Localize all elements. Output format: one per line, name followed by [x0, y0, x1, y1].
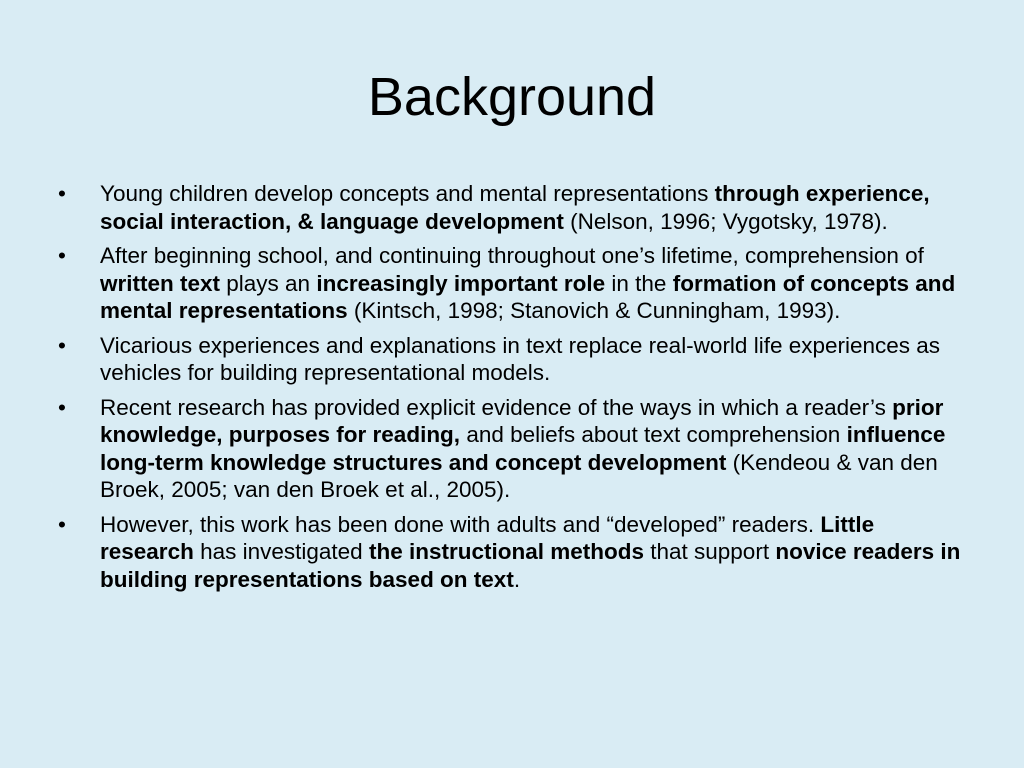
- bullet-text-bold: the instructional methods: [368, 539, 644, 564]
- bullet-text-bold: influence long-term knowledge structures and concept development: [100, 422, 946, 475]
- bullet-text-bold: through experience, social interaction, & language development: [100, 181, 930, 234]
- bullet-text: (Kintsch, 1998; Stanovich & Cunningham, 1993).: [347, 298, 841, 323]
- bullet-marker: •: [58, 332, 66, 358]
- bullet-text-bold: increasingly important role: [316, 270, 606, 296]
- bullet-text: (Kendeou & van den Broek, 2005; van den Broek et al., 2005).: [100, 449, 938, 502]
- bullet-item: [58, 180, 963, 235]
- bullet-item: [58, 242, 963, 325]
- bullet-marker: •: [58, 394, 66, 420]
- bullet-text: that support: [643, 539, 776, 564]
- bullet-text: in the: [605, 270, 673, 296]
- bullet-text-bold: Little research: [100, 511, 875, 564]
- bullet-text: However, this work has been done with adults and “developed” readers.: [100, 511, 821, 537]
- bullet-text: and beliefs about text comprehension: [460, 422, 847, 447]
- bullet-text: Young children develop concepts and mental representations: [100, 181, 715, 206]
- bullet-text: After beginning school, and continuing throughout one’s lifetime, comprehension of: [100, 243, 924, 268]
- bullet-text: has investigated: [193, 539, 369, 564]
- bullet-text-bold: prior knowledge, purposes for reading,: [100, 394, 944, 447]
- bullet-marker: •: [58, 243, 66, 268]
- bullet-text: plays an: [220, 270, 317, 296]
- bullet-item: [58, 511, 963, 594]
- bullet-text: .: [513, 566, 521, 592]
- bullet-text-bold: novice readers in building representations based on text: [100, 539, 961, 592]
- bullet-item: [58, 394, 963, 504]
- bullet-item: [58, 332, 963, 387]
- bullet-text-bold: formation of concepts and mental representations: [100, 270, 956, 323]
- bullet-text: Vicarious experiences and explanations in text replace real-world life experiences as vehicles for building representational models.: [100, 332, 941, 385]
- bullet-text: (Nelson, 1996; Vygotsky, 1978).: [563, 208, 888, 234]
- bullet-list: [58, 180, 963, 600]
- bullet-marker: •: [58, 181, 66, 206]
- slide-title: Background: [367, 67, 657, 127]
- bullet-text-bold: written text: [100, 270, 221, 296]
- bullet-marker: •: [58, 511, 66, 537]
- bullet-text: Recent research has provided explicit evidence of the ways in which a reader’s: [100, 394, 893, 420]
